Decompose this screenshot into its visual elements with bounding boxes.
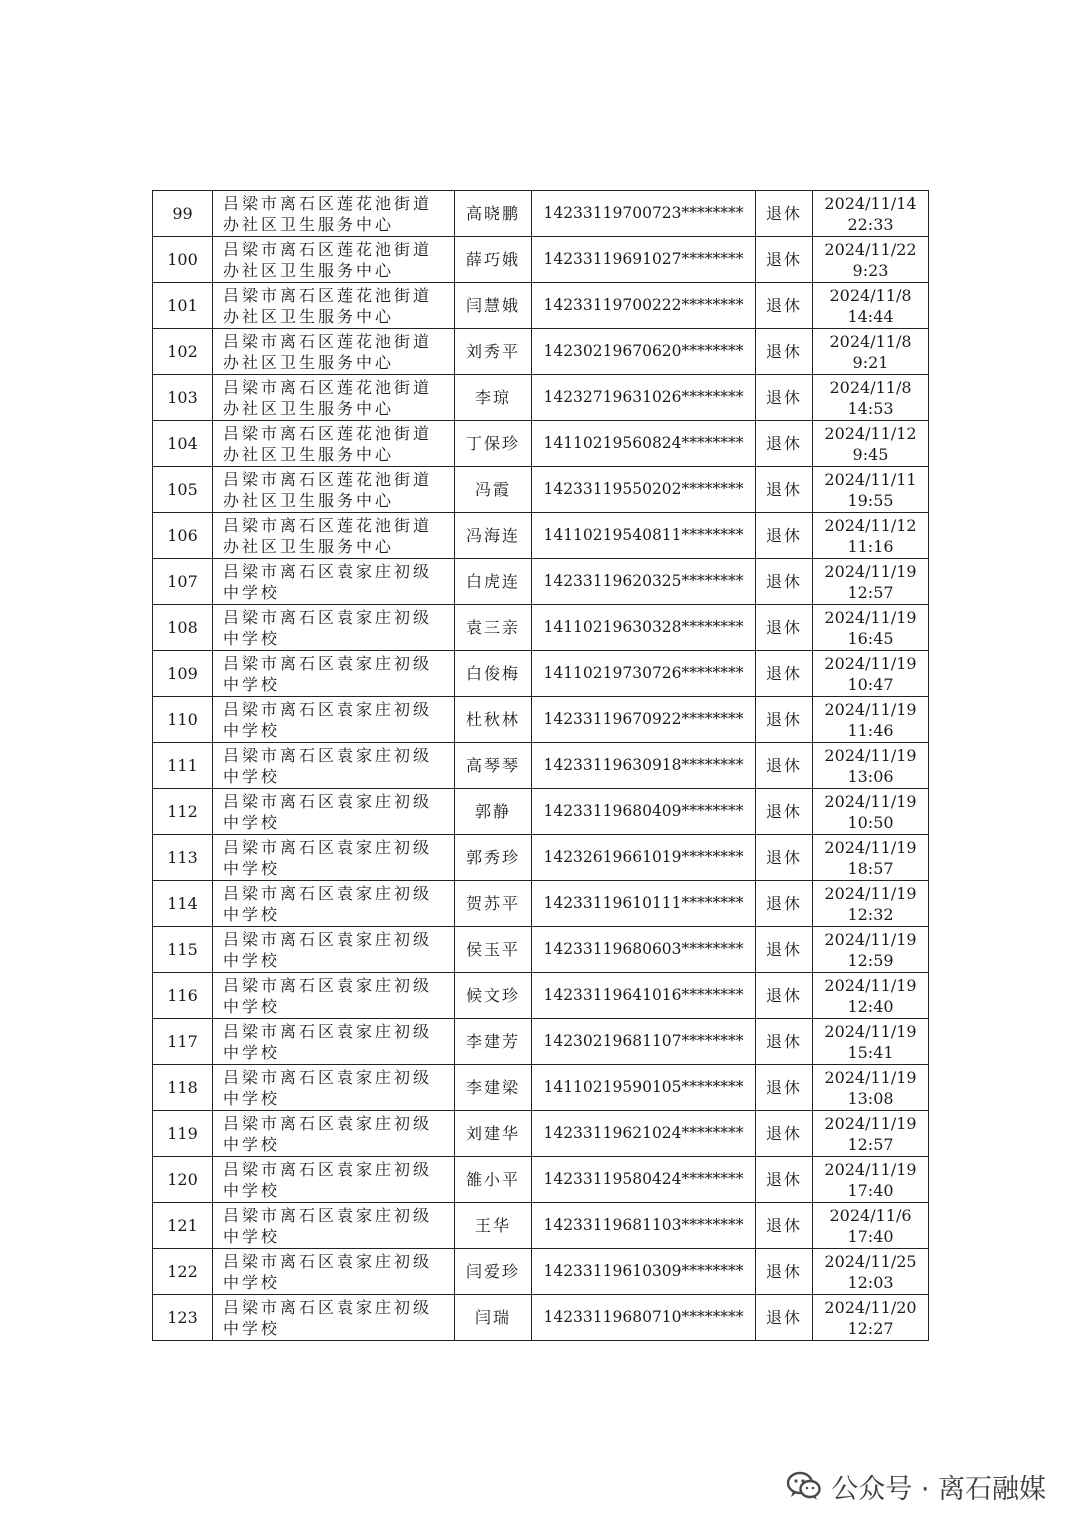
status-cell: 退休 <box>756 375 813 421</box>
name-cell: 袁三亲 <box>455 605 532 651</box>
retiree-table <box>152 190 929 1341</box>
name-cell: 李建芳 <box>455 1019 532 1065</box>
row-number: 114 <box>153 881 213 927</box>
table-row <box>153 1295 929 1341</box>
table-row <box>153 559 929 605</box>
time-text: 14:53 <box>847 398 894 418</box>
datetime-cell <box>813 1065 929 1111</box>
status-cell: 退休 <box>756 1249 813 1295</box>
datetime-cell <box>813 743 929 789</box>
name-cell: 杜秋林 <box>455 697 532 743</box>
row-number: 106 <box>153 513 213 559</box>
datetime-cell <box>813 927 929 973</box>
datetime-cell <box>813 881 929 927</box>
organization-cell: 吕梁市离石区莲花池街道办社区卫生服务中心 <box>213 513 455 559</box>
time-text: 11:16 <box>847 536 894 556</box>
name-cell: 李建梁 <box>455 1065 532 1111</box>
status-cell: 退休 <box>756 283 813 329</box>
name-cell: 刘建华 <box>455 1111 532 1157</box>
datetime-cell <box>813 1019 929 1065</box>
time-text: 11:46 <box>847 720 894 740</box>
organization-cell: 吕梁市离石区袁家庄初级中学校 <box>213 1249 455 1295</box>
date-text: 2024/11/8 <box>829 331 912 351</box>
time-text: 12:03 <box>847 1272 894 1292</box>
id-number-cell: 14233119700723******** <box>532 191 756 237</box>
name-cell: 侯玉平 <box>455 927 532 973</box>
name-cell: 冯海连 <box>455 513 532 559</box>
status-cell: 退休 <box>756 743 813 789</box>
time-text: 18:57 <box>847 858 894 878</box>
table-row <box>153 513 929 559</box>
table-body <box>153 191 929 1341</box>
name-cell: 闫爱珍 <box>455 1249 532 1295</box>
status-cell: 退休 <box>756 697 813 743</box>
name-cell: 高晓鹏 <box>455 191 532 237</box>
name-cell: 郭静 <box>455 789 532 835</box>
organization-cell: 吕梁市离石区莲花池街道办社区卫生服务中心 <box>213 421 455 467</box>
name-cell: 贺苏平 <box>455 881 532 927</box>
status-cell: 退休 <box>756 467 813 513</box>
organization-cell: 吕梁市离石区袁家庄初级中学校 <box>213 789 455 835</box>
organization-cell: 吕梁市离石区袁家庄初级中学校 <box>213 1203 455 1249</box>
status-cell: 退休 <box>756 559 813 605</box>
row-number: 119 <box>153 1111 213 1157</box>
date-text: 2024/11/19 <box>824 1159 917 1179</box>
organization-cell: 吕梁市离石区袁家庄初级中学校 <box>213 835 455 881</box>
organization-cell: 吕梁市离石区袁家庄初级中学校 <box>213 927 455 973</box>
name-cell: 郭秀珍 <box>455 835 532 881</box>
name-cell: 李琼 <box>455 375 532 421</box>
datetime-cell <box>813 513 929 559</box>
row-number: 107 <box>153 559 213 605</box>
organization-cell: 吕梁市离石区袁家庄初级中学校 <box>213 881 455 927</box>
status-cell: 退休 <box>756 927 813 973</box>
time-text: 13:06 <box>847 766 894 786</box>
row-number: 120 <box>153 1157 213 1203</box>
id-number-cell: 14233119691027******** <box>532 237 756 283</box>
id-number-cell: 14230219681107******** <box>532 1019 756 1065</box>
status-cell: 退休 <box>756 191 813 237</box>
date-text: 2024/11/8 <box>829 285 912 305</box>
datetime-cell <box>813 789 929 835</box>
row-number: 113 <box>153 835 213 881</box>
organization-cell: 吕梁市离石区袁家庄初级中学校 <box>213 1295 455 1341</box>
datetime-cell <box>813 421 929 467</box>
table-row <box>153 237 929 283</box>
time-text: 16:45 <box>847 628 894 648</box>
table-row <box>153 283 929 329</box>
date-text: 2024/11/19 <box>824 1067 917 1087</box>
id-number-cell: 14230219670620******** <box>532 329 756 375</box>
row-number: 103 <box>153 375 213 421</box>
name-cell: 薛巧娥 <box>455 237 532 283</box>
row-number: 102 <box>153 329 213 375</box>
date-text: 2024/11/19 <box>824 883 917 903</box>
status-cell: 退休 <box>756 651 813 697</box>
row-number: 112 <box>153 789 213 835</box>
row-number: 111 <box>153 743 213 789</box>
name-cell: 高琴琴 <box>455 743 532 789</box>
name-cell: 候文珍 <box>455 973 532 1019</box>
date-text: 2024/11/19 <box>824 561 917 581</box>
id-number-cell: 14233119580424******** <box>532 1157 756 1203</box>
id-number-cell: 14110219590105******** <box>532 1065 756 1111</box>
table-row <box>153 1157 929 1203</box>
row-number: 121 <box>153 1203 213 1249</box>
organization-cell: 吕梁市离石区袁家庄初级中学校 <box>213 559 455 605</box>
table-row <box>153 789 929 835</box>
status-cell: 退休 <box>756 835 813 881</box>
date-text: 2024/11/20 <box>824 1297 917 1317</box>
status-cell: 退休 <box>756 1203 813 1249</box>
organization-cell: 吕梁市离石区袁家庄初级中学校 <box>213 605 455 651</box>
table-row <box>153 697 929 743</box>
datetime-cell <box>813 605 929 651</box>
date-text: 2024/11/19 <box>824 699 917 719</box>
table-row <box>153 1249 929 1295</box>
time-text: 12:32 <box>847 904 894 924</box>
time-text: 10:50 <box>847 812 894 832</box>
date-text: 2024/11/19 <box>824 1113 917 1133</box>
status-cell: 退休 <box>756 881 813 927</box>
name-cell: 刘秀平 <box>455 329 532 375</box>
table-row <box>153 881 929 927</box>
time-text: 12:57 <box>847 582 894 602</box>
table-row <box>153 605 929 651</box>
date-text: 2024/11/19 <box>824 791 917 811</box>
status-cell: 退休 <box>756 513 813 559</box>
time-text: 14:44 <box>847 306 894 326</box>
id-number-cell: 14233119670922******** <box>532 697 756 743</box>
name-cell: 冯霞 <box>455 467 532 513</box>
row-number: 123 <box>153 1295 213 1341</box>
datetime-cell <box>813 1203 929 1249</box>
organization-cell: 吕梁市离石区袁家庄初级中学校 <box>213 651 455 697</box>
organization-cell: 吕梁市离石区莲花池街道办社区卫生服务中心 <box>213 283 455 329</box>
id-number-cell: 14233119550202******** <box>532 467 756 513</box>
organization-cell: 吕梁市离石区袁家庄初级中学校 <box>213 1019 455 1065</box>
status-cell: 退休 <box>756 329 813 375</box>
row-number: 116 <box>153 973 213 1019</box>
retiree-table-sheet <box>152 190 928 1341</box>
datetime-cell <box>813 651 929 697</box>
table-row <box>153 329 929 375</box>
date-text: 2024/11/19 <box>824 975 917 995</box>
datetime-cell <box>813 1295 929 1341</box>
time-text: 12:57 <box>847 1134 894 1154</box>
table-row <box>153 1065 929 1111</box>
row-number: 100 <box>153 237 213 283</box>
name-cell: 丁保珍 <box>455 421 532 467</box>
time-text: 12:27 <box>847 1318 894 1338</box>
time-text: 17:40 <box>847 1226 894 1246</box>
row-number: 104 <box>153 421 213 467</box>
id-number-cell: 14233119610309******** <box>532 1249 756 1295</box>
table-row <box>153 651 929 697</box>
status-cell: 退休 <box>756 1157 813 1203</box>
status-cell: 退休 <box>756 973 813 1019</box>
organization-cell: 吕梁市离石区莲花池街道办社区卫生服务中心 <box>213 467 455 513</box>
datetime-cell <box>813 559 929 605</box>
watermark-text: 公众号 · 离石融媒 <box>831 1473 1046 1505</box>
table-row <box>153 927 929 973</box>
datetime-cell <box>813 697 929 743</box>
row-number: 101 <box>153 283 213 329</box>
status-cell: 退休 <box>756 1295 813 1341</box>
date-text: 2024/11/22 <box>824 239 917 259</box>
watermark <box>787 1466 1046 1506</box>
id-number-cell: 14232619661019******** <box>532 835 756 881</box>
status-cell: 退休 <box>756 1019 813 1065</box>
date-text: 2024/11/12 <box>824 515 917 535</box>
row-number: 122 <box>153 1249 213 1295</box>
table-row <box>153 191 929 237</box>
datetime-cell <box>813 283 929 329</box>
date-text: 2024/11/19 <box>824 1021 917 1041</box>
organization-cell: 吕梁市离石区袁家庄初级中学校 <box>213 973 455 1019</box>
datetime-cell <box>813 329 929 375</box>
row-number: 105 <box>153 467 213 513</box>
date-text: 2024/11/25 <box>824 1251 917 1271</box>
status-cell: 退休 <box>756 789 813 835</box>
datetime-cell <box>813 191 929 237</box>
table-row <box>153 375 929 421</box>
name-cell: 闫慧娥 <box>455 283 532 329</box>
id-number-cell: 14233119680603******** <box>532 927 756 973</box>
id-number-cell: 14233119620325******** <box>532 559 756 605</box>
id-number-cell: 14233119680710******** <box>532 1295 756 1341</box>
organization-cell: 吕梁市离石区袁家庄初级中学校 <box>213 743 455 789</box>
time-text: 19:55 <box>847 490 894 510</box>
date-text: 2024/11/19 <box>824 929 917 949</box>
id-number-cell: 14233119641016******** <box>532 973 756 1019</box>
status-cell: 退休 <box>756 237 813 283</box>
datetime-cell <box>813 1249 929 1295</box>
time-text: 17:40 <box>847 1180 894 1200</box>
datetime-cell <box>813 1111 929 1157</box>
row-number: 117 <box>153 1019 213 1065</box>
id-number-cell: 14233119630918******** <box>532 743 756 789</box>
datetime-cell <box>813 835 929 881</box>
organization-cell: 吕梁市离石区袁家庄初级中学校 <box>213 1111 455 1157</box>
time-text: 9:23 <box>852 260 889 280</box>
date-text: 2024/11/11 <box>824 469 917 489</box>
datetime-cell <box>813 375 929 421</box>
date-text: 2024/11/19 <box>824 653 917 673</box>
organization-cell: 吕梁市离石区莲花池街道办社区卫生服务中心 <box>213 237 455 283</box>
name-cell: 白俊梅 <box>455 651 532 697</box>
name-cell: 白虎连 <box>455 559 532 605</box>
time-text: 15:41 <box>847 1042 894 1062</box>
date-text: 2024/11/6 <box>829 1205 912 1225</box>
time-text: 10:47 <box>847 674 894 694</box>
name-cell: 闫瑞 <box>455 1295 532 1341</box>
organization-cell: 吕梁市离石区莲花池街道办社区卫生服务中心 <box>213 329 455 375</box>
organization-cell: 吕梁市离石区袁家庄初级中学校 <box>213 697 455 743</box>
date-text: 2024/11/19 <box>824 607 917 627</box>
status-cell: 退休 <box>756 1065 813 1111</box>
id-number-cell: 14110219630328******** <box>532 605 756 651</box>
datetime-cell <box>813 973 929 1019</box>
id-number-cell: 14110219560824******** <box>532 421 756 467</box>
date-text: 2024/11/8 <box>829 377 912 397</box>
table-row <box>153 1019 929 1065</box>
status-cell: 退休 <box>756 1111 813 1157</box>
organization-cell: 吕梁市离石区莲花池街道办社区卫生服务中心 <box>213 191 455 237</box>
id-number-cell: 14233119621024******** <box>532 1111 756 1157</box>
wechat-icon <box>787 1471 821 1501</box>
table-row <box>153 467 929 513</box>
time-text: 22:33 <box>847 214 894 234</box>
table-row <box>153 1203 929 1249</box>
datetime-cell <box>813 1157 929 1203</box>
name-cell: 雒小平 <box>455 1157 532 1203</box>
id-number-cell: 14233119680409******** <box>532 789 756 835</box>
row-number: 110 <box>153 697 213 743</box>
name-cell: 王华 <box>455 1203 532 1249</box>
table-row <box>153 835 929 881</box>
date-text: 2024/11/14 <box>824 193 917 213</box>
organization-cell: 吕梁市离石区袁家庄初级中学校 <box>213 1065 455 1111</box>
organization-cell: 吕梁市离石区袁家庄初级中学校 <box>213 1157 455 1203</box>
datetime-cell <box>813 237 929 283</box>
id-number-cell: 14233119700222******** <box>532 283 756 329</box>
table-row <box>153 421 929 467</box>
table-row <box>153 1111 929 1157</box>
datetime-cell <box>813 467 929 513</box>
id-number-cell: 14233119681103******** <box>532 1203 756 1249</box>
time-text: 12:40 <box>847 996 894 1016</box>
row-number: 115 <box>153 927 213 973</box>
row-number: 118 <box>153 1065 213 1111</box>
row-number: 99 <box>153 191 213 237</box>
row-number: 109 <box>153 651 213 697</box>
organization-cell: 吕梁市离石区莲花池街道办社区卫生服务中心 <box>213 375 455 421</box>
id-number-cell: 14110219730726******** <box>532 651 756 697</box>
table-row <box>153 973 929 1019</box>
time-text: 12:59 <box>847 950 894 970</box>
time-text: 13:08 <box>847 1088 894 1108</box>
table-row <box>153 743 929 789</box>
time-text: 9:45 <box>852 444 889 464</box>
id-number-cell: 14232719631026******** <box>532 375 756 421</box>
id-number-cell: 14110219540811******** <box>532 513 756 559</box>
date-text: 2024/11/19 <box>824 837 917 857</box>
time-text: 9:21 <box>852 352 889 372</box>
status-cell: 退休 <box>756 605 813 651</box>
id-number-cell: 14233119610111******** <box>532 881 756 927</box>
status-cell: 退休 <box>756 421 813 467</box>
date-text: 2024/11/19 <box>824 745 917 765</box>
date-text: 2024/11/12 <box>824 423 917 443</box>
row-number: 108 <box>153 605 213 651</box>
